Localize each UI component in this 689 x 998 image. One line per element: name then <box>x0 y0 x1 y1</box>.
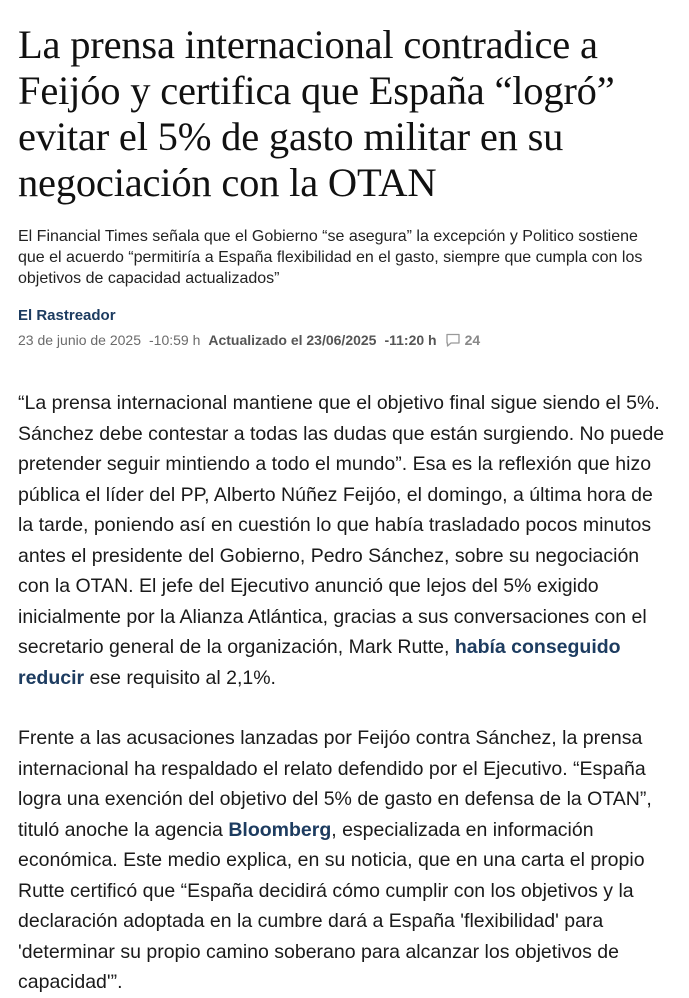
author-link[interactable]: El Rastreador <box>18 307 116 324</box>
inline-link-reducir[interactable]: había conseguido reducir <box>18 636 621 689</box>
article-subtitle: El Financial Times señala que el Gobierno “se asegura” la excepción y Politico sostiene que el acuerdo “permitiría a España flexibilidad en el gasto, siempre que cumpla con los objetivos de capacidad actualizados” <box>18 228 643 287</box>
paragraph-1-tail: ese requisito al 2,1%. <box>84 666 276 689</box>
article-body <box>18 388 667 998</box>
paragraph-2 <box>18 723 667 998</box>
publish-date: 23 de junio de 2025 <box>18 332 141 348</box>
comment-count: 24 <box>464 332 481 348</box>
updated-time: -11:20 h <box>384 332 437 348</box>
article-meta <box>18 332 667 348</box>
article-headline: La prensa internacional contradice a Feijóo y certifica que España “logró” evitar el 5% de gasto militar en su negociación con la OTAN <box>18 22 615 205</box>
paragraph-1 <box>18 388 667 693</box>
comments-button[interactable] <box>445 332 481 348</box>
paragraph-2-tail: , especializada en información económica. Este medio explica, en su noticia, que en una carta el propio Rutte certificó que “España decidirá cómo cumplir con los objetivos y la declaración adoptada en la cumbre dará a España 'flexibilidad' para 'determinar su propio camino soberano para alcanzar los objetivos de capacidad'”. <box>18 818 645 993</box>
comment-bubble-icon <box>445 332 461 348</box>
updated-label: Actualizado el 23/06/2025 <box>208 332 377 348</box>
paragraph-2-text: Frente a las acusaciones lanzadas por Feijóo contra Sánchez, la prensa internacional ha respaldado el relato defendido por el Ejecutivo. “España logra una exención del objetivo del 5% de gasto en defensa de la OTAN”, tituló anoche la agencia <box>18 727 652 841</box>
publish-time: -10:59 h <box>149 332 201 348</box>
paragraph-1-text: “La prensa internacional mantiene que el objetivo final sigue siendo el 5%. Sánchez debe contestar a todas las dudas que están surgiendo. No puede pretender seguir mintiendo a todo el mundo”. Esa es la reflexión que hizo pública el líder del PP, Alberto Núñez Feijóo, el domingo, a última hora de la tarde, poniendo así en cuestión lo que había trasladado pocos minutos antes el presidente del Gobierno, Pedro Sánchez, sobre su negociación con la OTAN. El jefe del Ejecutivo anunció que lejos del 5% exigido inicialmente por la Alianza Atlántica, gracias a sus conversaciones con el secretario general de la organización, Mark Rutte, <box>18 392 665 658</box>
inline-link-bloomberg[interactable]: Bloomberg <box>228 818 332 841</box>
